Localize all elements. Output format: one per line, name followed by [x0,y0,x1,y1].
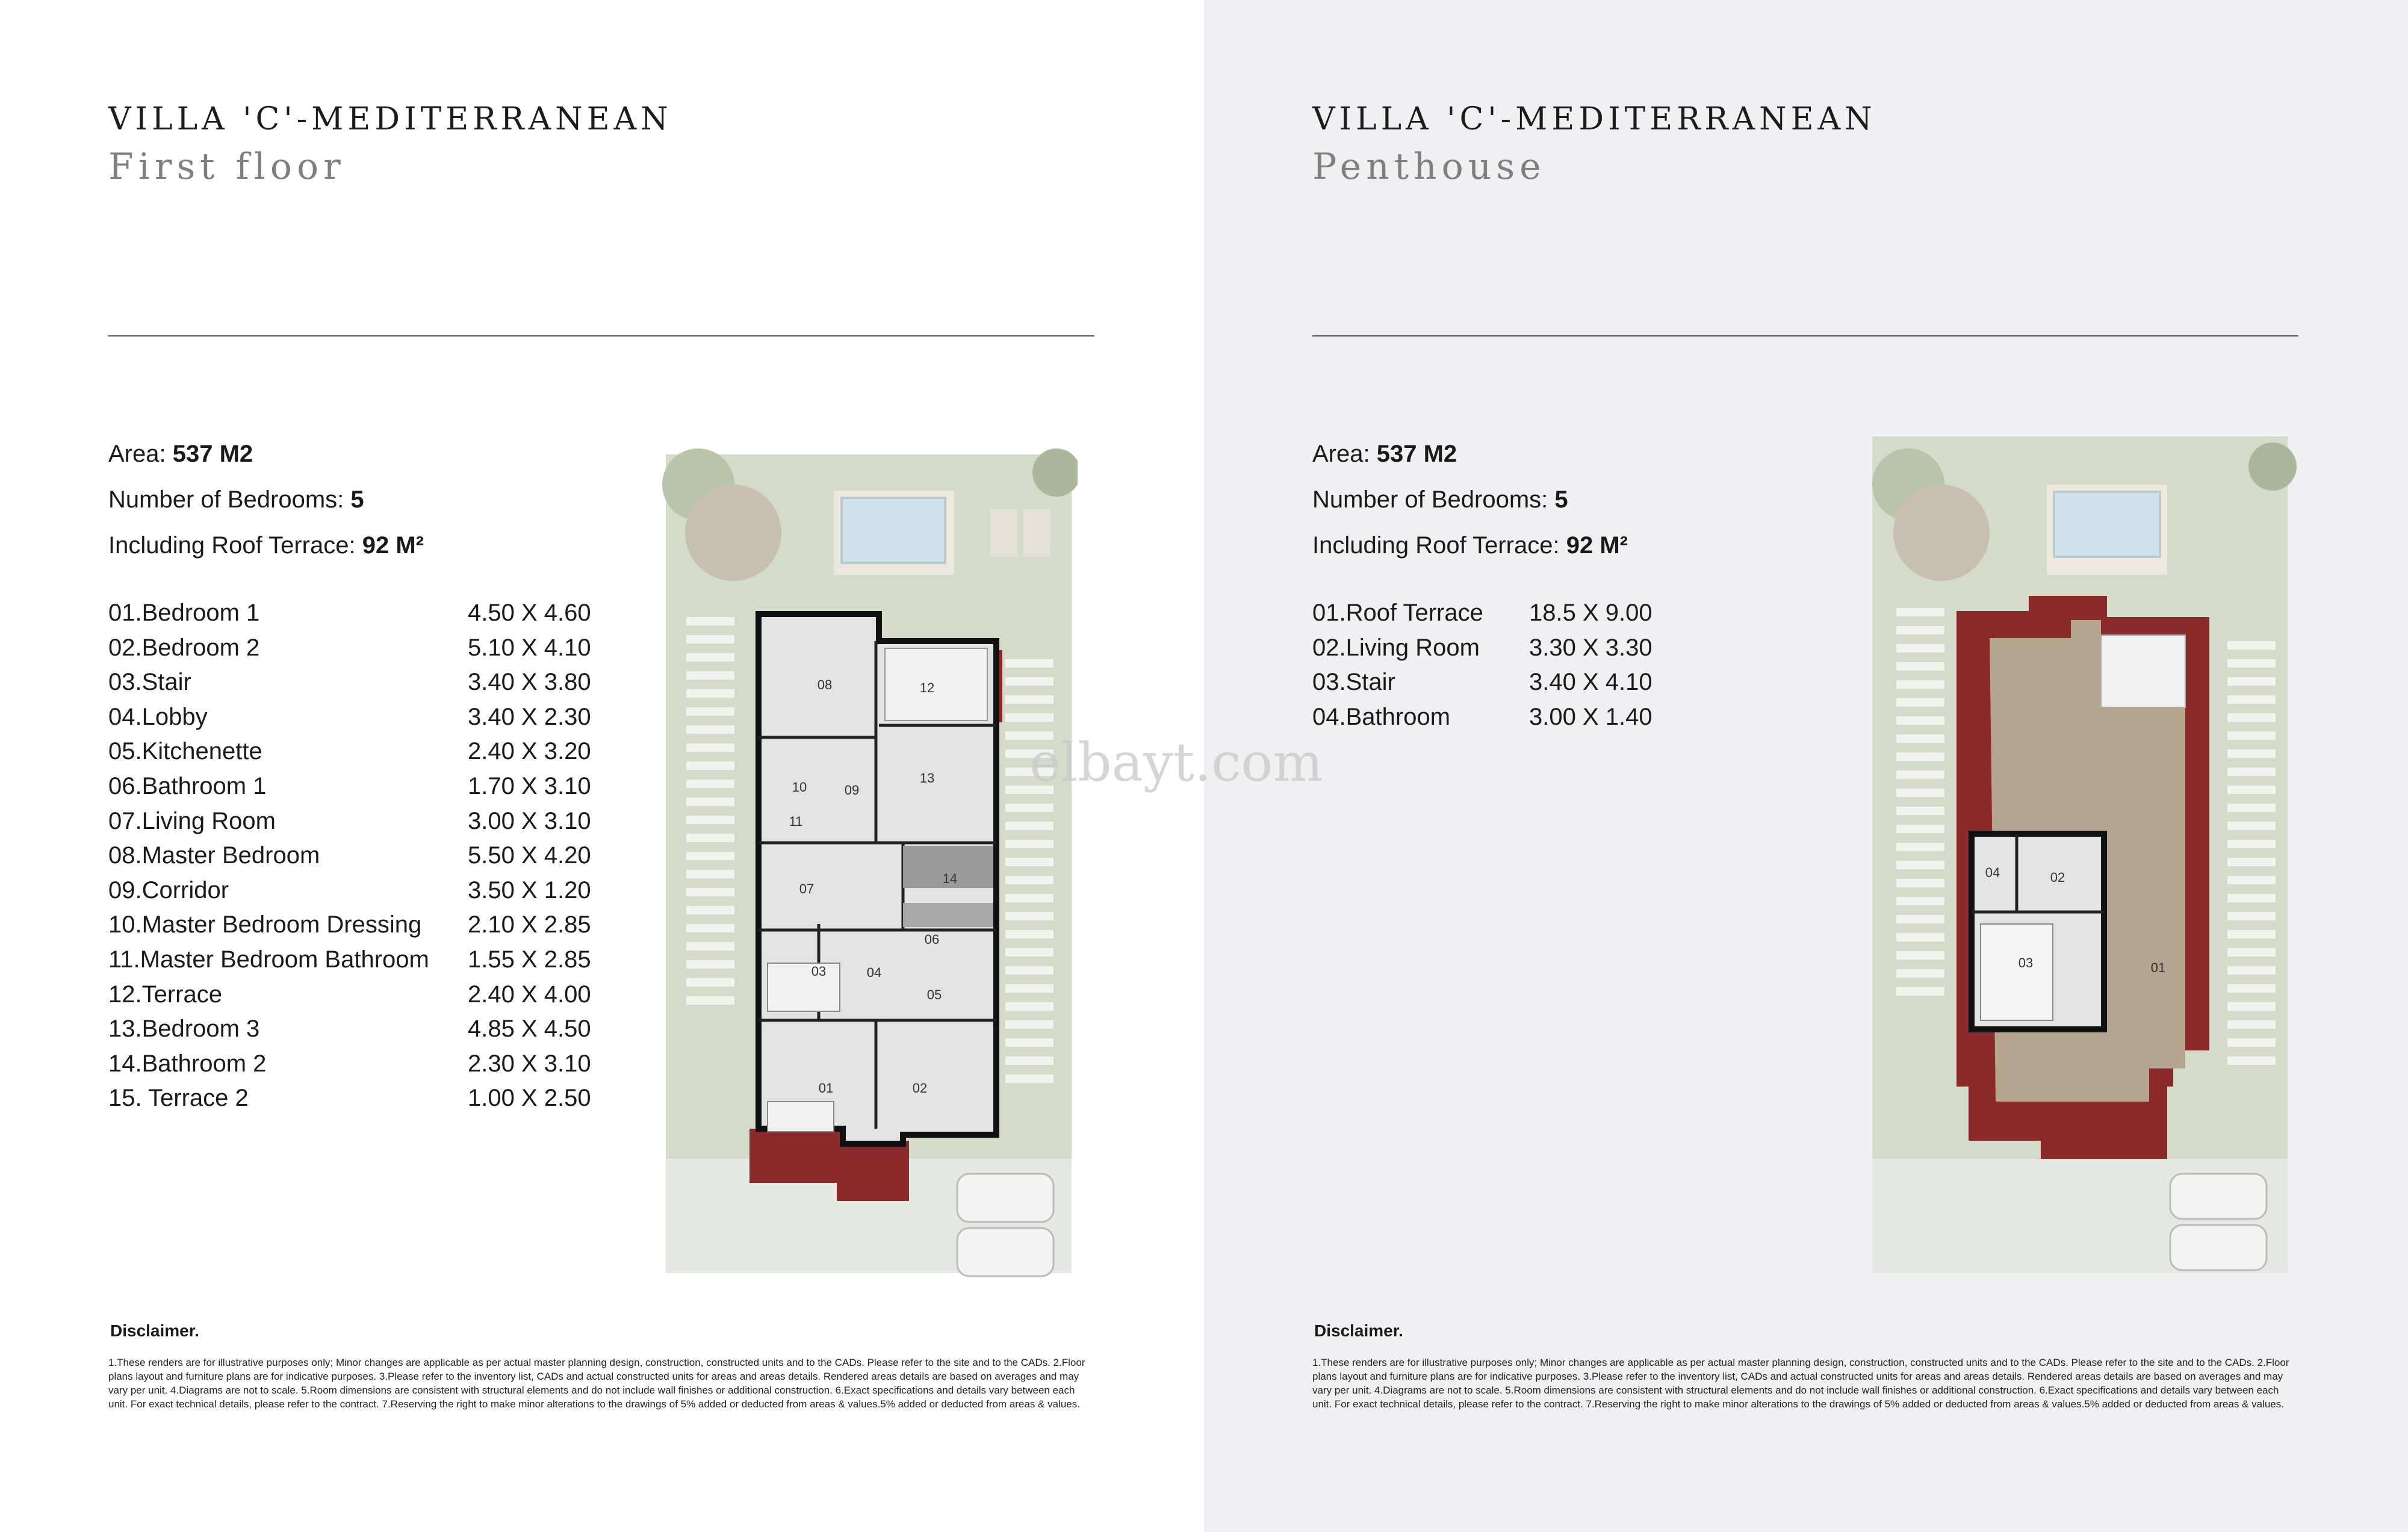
roof-terrace-line: Including Roof Terrace: 92 M² [108,532,424,559]
disclaimer-text: 1.These renders are for illustrative purposes only; Minor changes are applicable as per actual master planning design, construction, constructed units and to the CADs. Please refer to the site and to the CADs. 2.Floor plans layout and furniture plans are for indicative purposes. 3.Please refer to the inventory list, CADs and actual constructed units for areas and areas details. Rendered areas details are based on averages and may vary per unit. 4.Diagrams are not to scale. 5.Room dimensions are consistent with structural elements and do not include wall finishes or additional construction. 6.Exact specifications and details vary between each unit. For exact technical details, please refer to the contract. 7.Reserving the right to make minor alterations to the drawings of 5% added or deducted from areas & values.5% added or deducted from areas & values. [108,1357,1085,1410]
list-item: 08.Master Bedroom 5.50 X 4.20 [108,842,591,869]
tree-icon [2248,442,2297,491]
room-label-04: 04 [866,965,882,980]
page-title: VILLA 'C'-MEDITERRANEAN [1312,101,1876,137]
disclaimer-text: 1.These renders are for illustrative purposes only; Minor changes are applicable as per actual master planning design, construction, constructed units and to the CADs. Please refer to the site and to the CADs. 2.Floor plans layout and furniture plans are for indicative purposes. 3.Please refer to the inventory list, CADs and actual constructed units for areas and areas details. Rendered areas details are based on averages and may vary per unit. 4.Diagrams are not to scale. 5.Room dimensions are consistent with structural elements and do not include wall finishes or additional construction. 6.Exact specifications and details vary between each unit. For exact technical details, please refer to the contract. 7.Reserving the right to make minor alterations to the drawings of 5% added or deducted from areas & values.5% added or deducted from areas & values. [1312,1357,2289,1410]
gazebo-icon [685,485,781,581]
bedrooms-value: 5 [350,486,364,513]
list-item: 01.Bedroom 1 4.50 X 4.60 [108,600,591,626]
list-item: 03.Stair 3.40 X 3.80 [108,669,591,696]
room-schedule [1312,596,1652,734]
list-item: 02.Living Room 3.30 X 3.30 [1312,634,1652,661]
roof-terrace-value: 92 M² [362,532,424,559]
room-label-11: 11 [789,814,803,829]
room-label-02: 02 [912,1081,928,1096]
list-item: 09.Corridor 3.50 X 1.20 [108,876,591,904]
list-item: 05.Kitchenette 2.40 X 3.20 [108,738,591,765]
room-label-02: 02 [2050,870,2065,885]
pool-icon [842,498,945,563]
room-label-14: 14 [942,871,958,886]
list-item: 06.Bathroom 1 1.70 X 3.10 [108,772,591,799]
list-item: 07.Living Room 3.00 X 3.10 [108,807,591,834]
area-value: 537 M2 [172,441,253,467]
divider [108,335,1094,336]
room-label-13: 13 [919,771,935,786]
page-title: VILLA 'C'-MEDITERRANEAN [108,101,672,137]
bedrooms-value: 5 [1554,486,1568,513]
unit-summary [108,431,424,568]
list-item: 14.Bathroom 2 2.30 X 3.10 [108,1050,591,1077]
room-label-04: 04 [1985,865,2000,880]
room-label-08: 08 [817,677,833,692]
room-label-06: 06 [924,932,940,947]
room-label-12: 12 [919,680,935,695]
roof-terrace-line: Including Roof Terrace: 92 M² [1312,532,1628,559]
page-subtitle: First floor [108,146,346,188]
list-item: 10.Master Bedroom Dressing 2.10 X 2.85 [108,911,591,938]
room-label-05: 05 [926,987,942,1002]
list-item: 15. Terrace 2 1.00 X 2.50 [108,1085,591,1112]
list-item: 02.Bedroom 2 5.10 X 4.10 [108,634,591,661]
room-schedule [108,596,591,1116]
unit-summary [1312,431,1628,568]
area-line: Area: 537 M2 [108,441,253,467]
list-item: 04.Bathroom 3.00 X 1.40 [1312,703,1652,730]
room-label-03: 03 [2018,955,2034,970]
room-label-01: 01 [818,1081,834,1096]
watermark: elbayt.com [1029,731,1323,793]
list-item: 01.Roof Terrace 18.5 X 9.00 [1312,600,1652,626]
room-label-10: 10 [792,780,807,795]
list-item: 11.Master Bedroom Bathroom 1.55 X 2.85 [108,946,591,973]
room-label-07: 07 [799,881,815,896]
bedrooms-line: Number of Bedrooms: 5 [108,486,364,513]
room-label-03: 03 [811,964,827,979]
bedrooms-line: Number of Bedrooms: 5 [1312,486,1568,513]
page-subtitle: Penthouse [1312,146,1546,188]
disclaimer-title: Disclaimer. [110,1321,199,1340]
list-item: 04.Lobby 3.40 X 2.30 [108,703,591,730]
area-line: Area: 537 M2 [1312,441,1457,467]
gazebo-icon [1893,485,1990,581]
disclaimer-title: Disclaimer. [1314,1321,1403,1340]
list-item: 13.Bedroom 3 4.85 X 4.50 [108,1016,591,1043]
list-item: 12.Terrace 2.40 X 4.00 [108,981,591,1008]
divider [1312,335,2298,336]
pool-icon [2054,492,2160,557]
list-item: 03.Stair 3.40 X 4.10 [1312,669,1652,696]
page-penthouse [1204,0,2408,1532]
floor-plan-penthouse [1872,436,2300,1276]
area-value: 537 M2 [1376,441,1457,467]
room-label-09: 09 [844,783,860,798]
room-label-01: 01 [2150,960,2166,975]
roof-terrace-value: 92 M² [1566,532,1628,559]
floor-plan-first-floor [662,442,1078,1285]
